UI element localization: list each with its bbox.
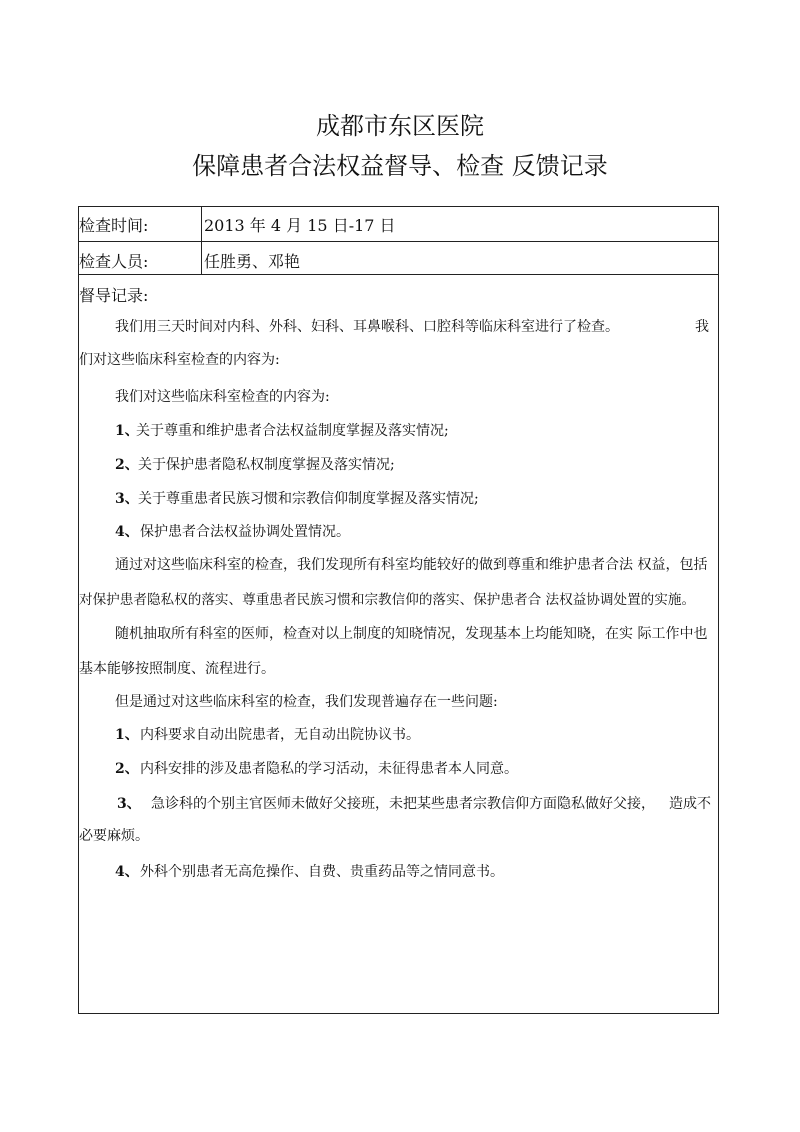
hospital-name: 成都市东区医院 [316, 112, 484, 140]
problem-text-continued: 必要麻烦。 [79, 828, 149, 844]
intro-line-1: 我们用三天时间对内科、外科、妇科、耳鼻喉科、口腔科等临床科室进行了检查。 [115, 319, 619, 335]
finding-line: 通过对这些临床科室的检查，我们发现所有科室均能较好的做到尊重和维护患者合法 权益，包括 [115, 557, 708, 573]
intro-line-2: 们对这些临床科室检查的内容为: [79, 352, 280, 368]
record-table [78, 206, 719, 1014]
table-column-divider [201, 207, 202, 274]
finding-line: 对保护患者隐私权的落实、尊重患者民族习惯和宗教信仰的落实、保护患者合 法权益协调处置的实施。 [79, 592, 696, 608]
problem-text-tail: 造成不 [669, 796, 711, 812]
people-label: 检查人员: [79, 252, 149, 271]
problem-number: 2、 [115, 761, 139, 777]
people-value: 任胜勇、邓艳 [204, 252, 301, 271]
record-label: 督导记录: [79, 286, 149, 305]
problem-number: 3、 [117, 796, 141, 812]
item-text: 关于尊重和维护患者合法权益制度掌握及落实情况; [136, 423, 449, 439]
problem-text: 外科个别患者无高危操作、自费、贵重药品等之情同意书。 [140, 864, 504, 880]
intro-line-3: 我们对这些临床科室检查的内容为: [115, 389, 330, 405]
finding-line: 随机抽取所有科室的医师，检查对以上制度的知晓情况，发现基本上均能知晓，在实 际工作中也 [115, 626, 708, 642]
time-value: 2013 年 4 月 15 日-17 日 [204, 216, 396, 235]
problem-number: 1、 [115, 727, 139, 743]
problem-number: 4、 [115, 864, 139, 880]
intro-line-1-tail: 我 [695, 319, 709, 335]
item-text: 关于保护患者隐私权制度掌握及落实情况; [138, 457, 395, 473]
table-divider [79, 274, 718, 275]
table-divider [79, 241, 718, 242]
item-text: 保护患者合法权益协调处置情况。 [140, 524, 350, 540]
item-number: 2、 [115, 457, 139, 473]
problem-text: 内科要求自动出院患者，无自动出院协议书。 [140, 727, 420, 743]
problems-intro: 但是通过对这些临床科室的检查，我们发现普遍存在一些问题: [115, 694, 498, 710]
problem-text: 急诊科的个别主官医师未做好父接班，未把某些患者宗教信仰方面隐私做好父接， [151, 796, 655, 812]
item-text: 关于尊重患者民族习惯和宗教信仰制度掌握及落实情况; [138, 491, 479, 507]
item-number: 1、 [115, 423, 139, 439]
document-title: 保障患者合法权益督导、检查 反馈记录 [192, 152, 608, 180]
item-number: 3、 [115, 491, 139, 507]
time-label: 检查时间: [79, 216, 149, 235]
problem-text: 内科安排的涉及患者隐私的学习活动，未征得患者本人同意。 [140, 761, 518, 777]
finding-line: 基本能够按照制度、流程进行。 [79, 661, 275, 677]
item-number: 4、 [115, 524, 139, 540]
